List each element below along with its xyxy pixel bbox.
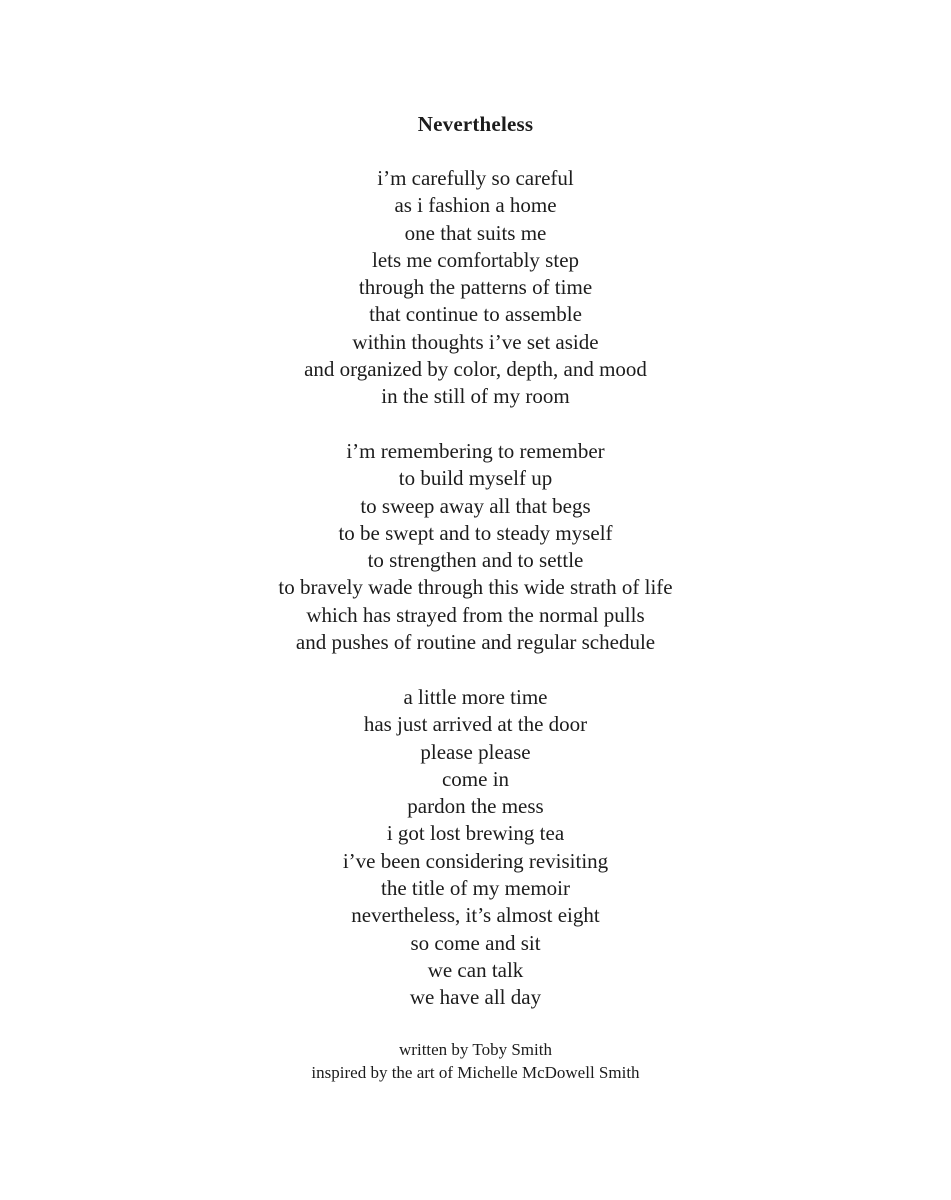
poem-line: please please bbox=[420, 739, 531, 764]
poem-line: lets me comfortably step bbox=[371, 247, 580, 272]
poem-credits bbox=[0, 1038, 951, 1084]
poem-line: and pushes of routine and regular schedule bbox=[295, 630, 656, 655]
author-credit: written by Toby Smith bbox=[399, 1040, 552, 1059]
poem-line: to be swept and to steady myself bbox=[338, 520, 613, 545]
poem-line: to sweep away all that begs bbox=[360, 493, 591, 518]
poem-line: come in bbox=[441, 766, 510, 791]
poem-line: i’m carefully so careful bbox=[377, 166, 574, 190]
poem-line: pardon the mess bbox=[407, 794, 544, 819]
poem-line: which has strayed from the normal pulls bbox=[306, 602, 645, 627]
poem-line: a little more time bbox=[403, 685, 548, 709]
poem-line: has just arrived at the door bbox=[363, 712, 588, 737]
poem-line: and organized by color, depth, and mood bbox=[304, 357, 647, 382]
poem-title: Nevertheless bbox=[417, 112, 534, 136]
poem-line: nevertheless, it’s almost eight bbox=[351, 903, 600, 928]
poem-line: to build myself up bbox=[398, 466, 553, 491]
poem-line: the title of my memoir bbox=[381, 876, 570, 901]
poem-line: we have all day bbox=[409, 985, 542, 1010]
poem-line: i got lost brewing tea bbox=[386, 821, 565, 846]
poem-line: we can talk bbox=[427, 957, 524, 982]
poem-line: in the still of my room bbox=[381, 384, 570, 409]
poem-line: through the patterns of time bbox=[358, 275, 593, 300]
stanza-3 bbox=[0, 684, 951, 1012]
poem-line: within thoughts i’ve set aside bbox=[352, 329, 599, 354]
poem-line: as i fashion a home bbox=[394, 193, 557, 218]
poem-line: so come and sit bbox=[410, 930, 541, 955]
inspiration-credit: inspired by the art of Michelle McDowell Smith bbox=[311, 1063, 640, 1082]
poem-line: to bravely wade through this wide strath of life bbox=[278, 575, 673, 600]
poem-line: that continue to assemble bbox=[369, 302, 582, 327]
poem-line: to strengthen and to settle bbox=[367, 548, 584, 573]
stanza-2 bbox=[0, 438, 951, 656]
poem-line: i’ve been considering revisiting bbox=[342, 848, 609, 873]
stanza-1 bbox=[0, 165, 951, 411]
poem-line: one that suits me bbox=[404, 220, 547, 245]
poem-line: i’m remembering to remember bbox=[346, 439, 605, 463]
